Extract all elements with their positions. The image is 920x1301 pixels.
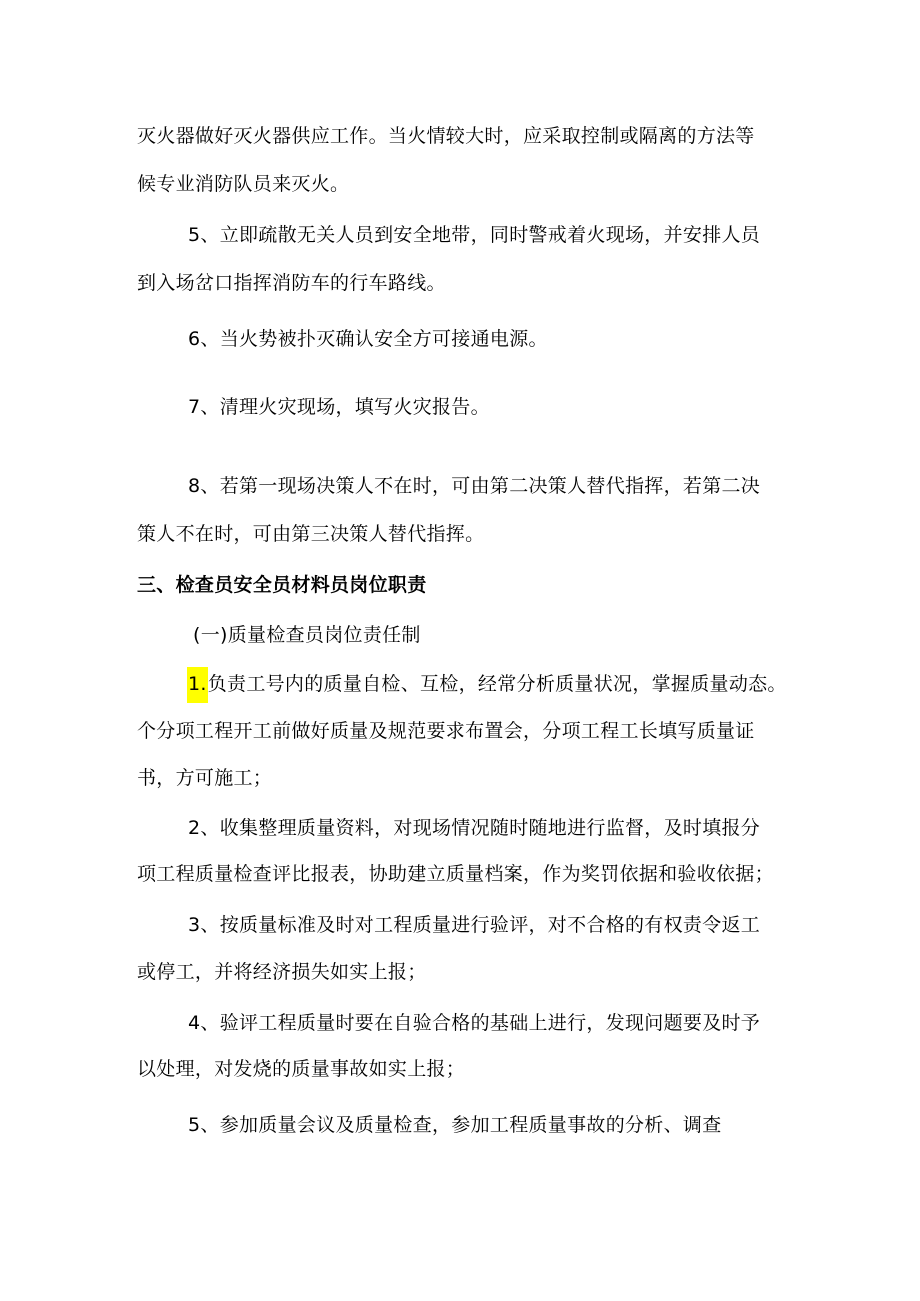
paragraph-line: 灭火器做好灭火器供应工作。当火情较大时，应采取控制或隔离的方法等 (137, 125, 755, 147)
list-item-8-continuation: 策人不在时，可由第三决策人替代指挥。 (137, 523, 485, 545)
duty-item-1-text: 负责工号内的质量自检、互检，经常分析质量状况，掌握质量动态。 (207, 673, 787, 695)
duty-item-3-line: 3、按质量标准及时对工程质量进行验评，对不合格的有权责令返工 (188, 914, 761, 936)
list-item-5-continuation: 到入场岔口指挥消防车的行车路线。 (137, 272, 446, 294)
duty-item-1-continuation: 个分项工程开工前做好质量及规范要求布置会，分项工程工长填写质量证 (137, 720, 755, 742)
subsection-heading: (一)质量检查员岗位责任制 (193, 624, 421, 646)
list-item-8-line: 8、若第一现场决策人不在时，可由第二决策人替代指挥，若第二决 (188, 475, 761, 497)
duty-item-3-continuation: 或停工，并将经济损失如实上报； (137, 961, 427, 983)
highlighted-number-marker: 1. (187, 667, 208, 703)
duty-item-2-line: 2、收集整理质量资料，对现场情况随时随地进行监督，及时填报分 (188, 817, 761, 839)
section-heading: 三、检查员安全员材料员岗位职责 (137, 574, 427, 596)
duty-item-4-continuation: 以处理，对发烧的质量事故如实上报； (137, 1058, 466, 1080)
duty-item-1-continuation: 书，方可施工； (137, 767, 273, 789)
list-item-5-line: 5、立即疏散无关人员到安全地带，同时警戒着火现场，并安排人员 (188, 224, 761, 246)
duty-item-5-line: 5、参加质量会议及质量检查，参加工程质量事故的分析、调查 (188, 1114, 722, 1136)
duty-item-4-line: 4、验评工程质量时要在自验合格的基础上进行，发现问题要及时予 (188, 1012, 761, 1034)
paragraph-line: 候专业消防队员来灭火。 (137, 173, 350, 195)
duty-item-2-continuation: 项工程质量检查评比报表，协助建立质量档案，作为奖罚依据和验收依据； (137, 863, 774, 885)
list-item-6: 6、当火势被扑灭确认安全方可接通电源。 (188, 328, 548, 350)
duty-item-1-line (188, 671, 787, 697)
list-item-7: 7、清理火灾现场，填写火灾报告。 (188, 396, 490, 418)
